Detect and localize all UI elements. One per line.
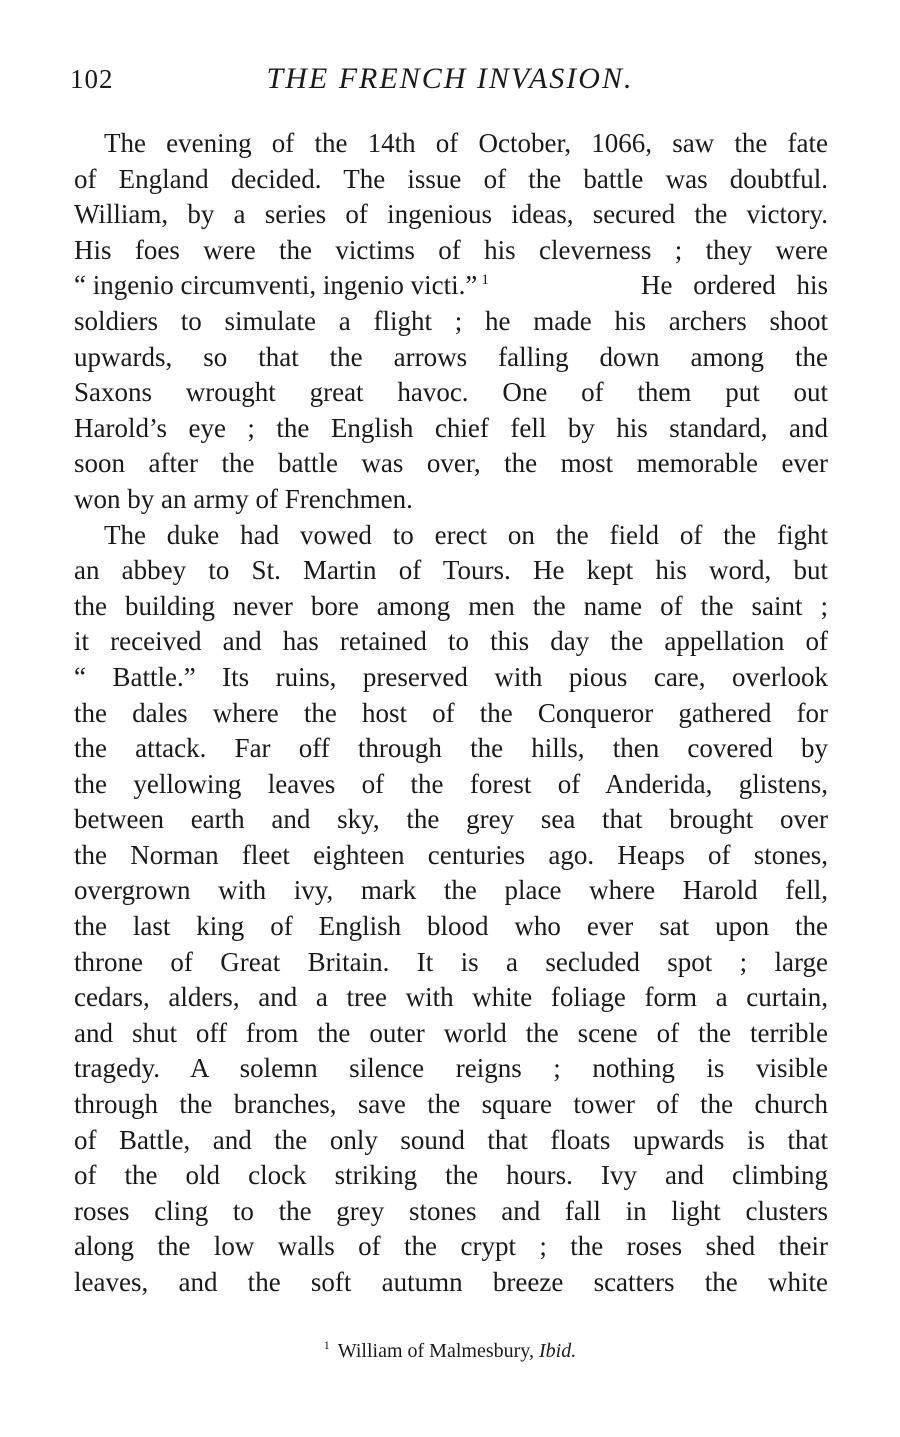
- text-line: between earth and sky, the grey sea that brought over: [74, 804, 828, 835]
- page-number: 102: [70, 64, 114, 94]
- text-line: The duke had vowed to erect on the field of the fight: [104, 519, 828, 550]
- text-line: tragedy. A solemn silence reigns ; nothing is visible: [74, 1053, 828, 1084]
- page-header: [70, 62, 830, 102]
- text-line: the last king of English blood who ever sat upon the: [74, 911, 828, 942]
- text-line: the Norman fleet eighteen centuries ago. Heaps of stones,: [74, 839, 828, 870]
- body-text: [74, 126, 828, 1301]
- text-line: won by an army of Frenchmen.: [74, 483, 413, 514]
- text-line: it received and has retained to this day the appellation of: [74, 626, 828, 657]
- text-line: upwards, so that the arrows falling down among the: [74, 341, 828, 372]
- text-line: “ Battle.” Its ruins, preserved with pious care, overlook: [74, 661, 828, 692]
- text-line: of England decided. The issue of the battle was doubtful.: [74, 163, 828, 194]
- quote-text: “ ingenio circumventi, ingenio victi.”: [74, 270, 478, 301]
- text-line: Saxons wrought great havoc. One of them put out: [74, 377, 828, 408]
- text-line: through the branches, save the square tower of the church: [74, 1089, 828, 1120]
- footnote-italic: Ibid.: [538, 1340, 577, 1362]
- text-line: The evening of the 14th of October, 1066, saw the fate: [104, 128, 828, 158]
- text-line: overgrown with ivy, mark the place where Harold fell,: [74, 875, 828, 906]
- footnote-marker[interactable]: 1: [481, 272, 489, 289]
- footnote-number: 1: [323, 1338, 330, 1353]
- text-line: the attack. Far off through the hills, then covered by: [74, 733, 828, 764]
- text-line-part: [74, 268, 489, 304]
- text-line: His foes were the victims of his cleverness ; they were: [74, 234, 828, 265]
- text-line: of the old clock striking the hours. Ivy and climbing: [74, 1160, 828, 1191]
- text-line: an abbey to St. Martin of Tours. He kept his word, but: [74, 555, 828, 586]
- text-line: and shut off from the outer world the scene of the terrible: [74, 1017, 828, 1048]
- footnote-text: William of Malmesbury,: [337, 1340, 534, 1362]
- text-line: the dales where the host of the Conqueror gathered for: [74, 697, 828, 728]
- text-line: leaves, and the soft autumn breeze scatters the white: [74, 1267, 828, 1297]
- running-title: THE FRENCH INVASION.: [266, 62, 634, 95]
- text-line: of Battle, and the only sound that floats upwards is that: [74, 1124, 828, 1155]
- text-line: the building never bore among men the name of the saint ;: [74, 590, 828, 621]
- text-line: along the low walls of the crypt ; the roses shed their: [74, 1231, 828, 1262]
- text-line-with-footnote: [74, 268, 828, 304]
- text-line-part: He ordered his: [641, 270, 828, 301]
- footnote: [0, 1340, 900, 1363]
- text-line: roses cling to the grey stones and fall in light clusters: [74, 1195, 828, 1226]
- text-line: soldiers to simulate a flight ; he made his archers shoot: [74, 305, 828, 336]
- text-line: Harold’s eye ; the English chief fell by his standard, and: [74, 412, 828, 443]
- text-line: the yellowing leaves of the forest of Anderida, glistens,: [74, 768, 828, 799]
- text-line: William, by a series of ingenious ideas, secured the victory.: [74, 199, 828, 230]
- text-line: throne of Great Britain. It is a secluded spot ; large: [74, 946, 828, 977]
- text-line: soon after the battle was over, the most memorable ever: [74, 448, 828, 479]
- text-line: cedars, alders, and a tree with white foliage form a curtain,: [74, 982, 828, 1013]
